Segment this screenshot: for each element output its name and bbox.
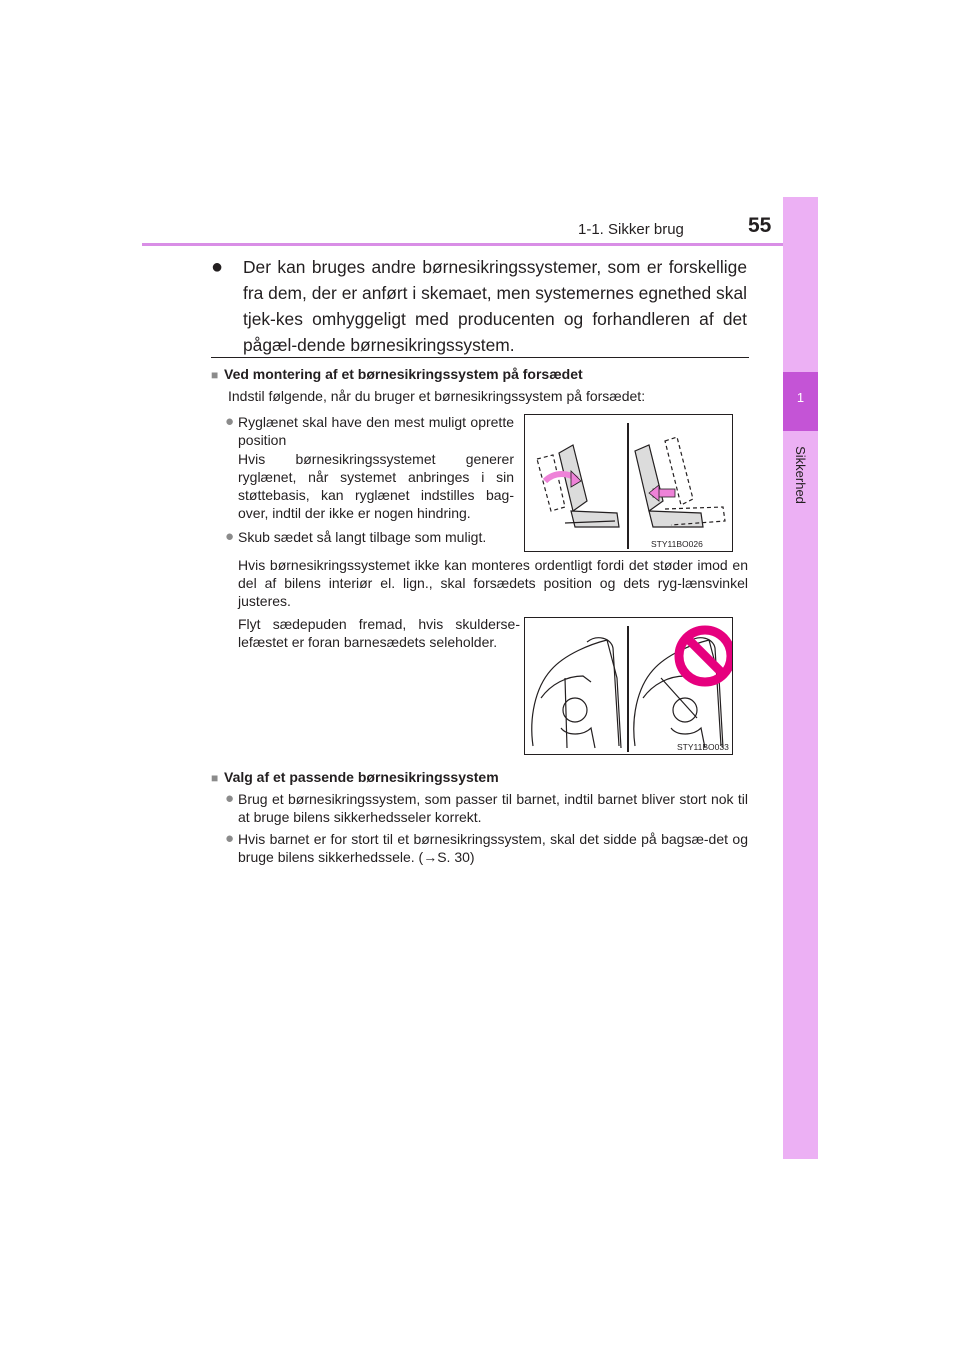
bullet-icon: ● bbox=[225, 413, 235, 430]
page-number: 55 bbox=[748, 214, 772, 237]
bullet-slide-seat-detail: Hvis børnesikringssystemet ikke kan monteres ordentligt fordi det støder imod en del af bilens interiør el. lign., skal forsædets position og dets ryg-lænsvinkel justeres. bbox=[238, 557, 748, 609]
figure-seat-adjust bbox=[524, 414, 733, 552]
section-title: 1-1. Sikker brug bbox=[578, 221, 684, 238]
bullet-icon: ● bbox=[225, 790, 235, 807]
square-bullet-icon: ■ bbox=[211, 771, 219, 785]
figure-child-seat bbox=[524, 617, 733, 755]
child-seat-illustration bbox=[525, 618, 732, 754]
bullet-icon: ● bbox=[225, 528, 235, 545]
bullet-suitable-seat: Brug et børnesikringssystem, som passer til barnet, indtil barnet bliver stort nok til at bruge bilens sikkerhedsseler korrekt. bbox=[238, 791, 748, 825]
bullet-backrest: Ryglænet skal have den mest muligt oprette position bbox=[238, 414, 514, 448]
heading-choice: Valg af et passende børnesikringssystem bbox=[224, 769, 499, 785]
figure-code: STY11BO033 bbox=[677, 742, 729, 752]
bullet-icon: ● bbox=[225, 830, 235, 847]
bullet-slide-seat: Skub sædet så langt tilbage som muligt. bbox=[238, 529, 487, 545]
figure-code: STY11BO026 bbox=[651, 539, 703, 549]
front-seat-intro: Indstil følgende, når du bruger et børnesikringssystem på forsædet: bbox=[228, 388, 646, 404]
seat-adjust-illustration bbox=[525, 415, 732, 551]
section-divider bbox=[211, 357, 749, 358]
header-divider bbox=[142, 243, 818, 246]
bullet-too-big: Hvis barnet er for stort til et børnesikringssystem, skal det sidde på bagsæ-det og bruge bilens sikkerhedssele. (→S. 30) bbox=[238, 831, 748, 865]
shoulder-belt-note: Flyt sædepuden fremad, hvis skulderse-lefæstet er foran barnesædets seleholder. bbox=[238, 616, 520, 650]
chapter-number: 1 bbox=[796, 390, 805, 405]
heading-front-seat: Ved montering af et børnesikringssystem på forsædet bbox=[224, 366, 583, 382]
chapter-label: Sikkerhed bbox=[793, 446, 808, 504]
square-bullet-icon: ■ bbox=[211, 368, 219, 382]
bullet-backrest-detail: Hvis børnesikringssystemet generer ryglænet, når systemet anbringes i sin støttebasis, kan ryglænet indstilles bag-over, indtil der ikke er nogen hindring. bbox=[238, 451, 514, 521]
bullet-icon: ● bbox=[211, 256, 224, 278]
intro-paragraph: Der kan bruges andre børnesikringssystemer, som er forskellige fra dem, der er anført i skemaet, men systemernes egnethed skal tjek-kes omhyggeligt med producenten og forhandleren af det pågæl-dende børnesikringssystem. bbox=[243, 257, 747, 355]
chapter-side-tab bbox=[783, 197, 818, 1159]
